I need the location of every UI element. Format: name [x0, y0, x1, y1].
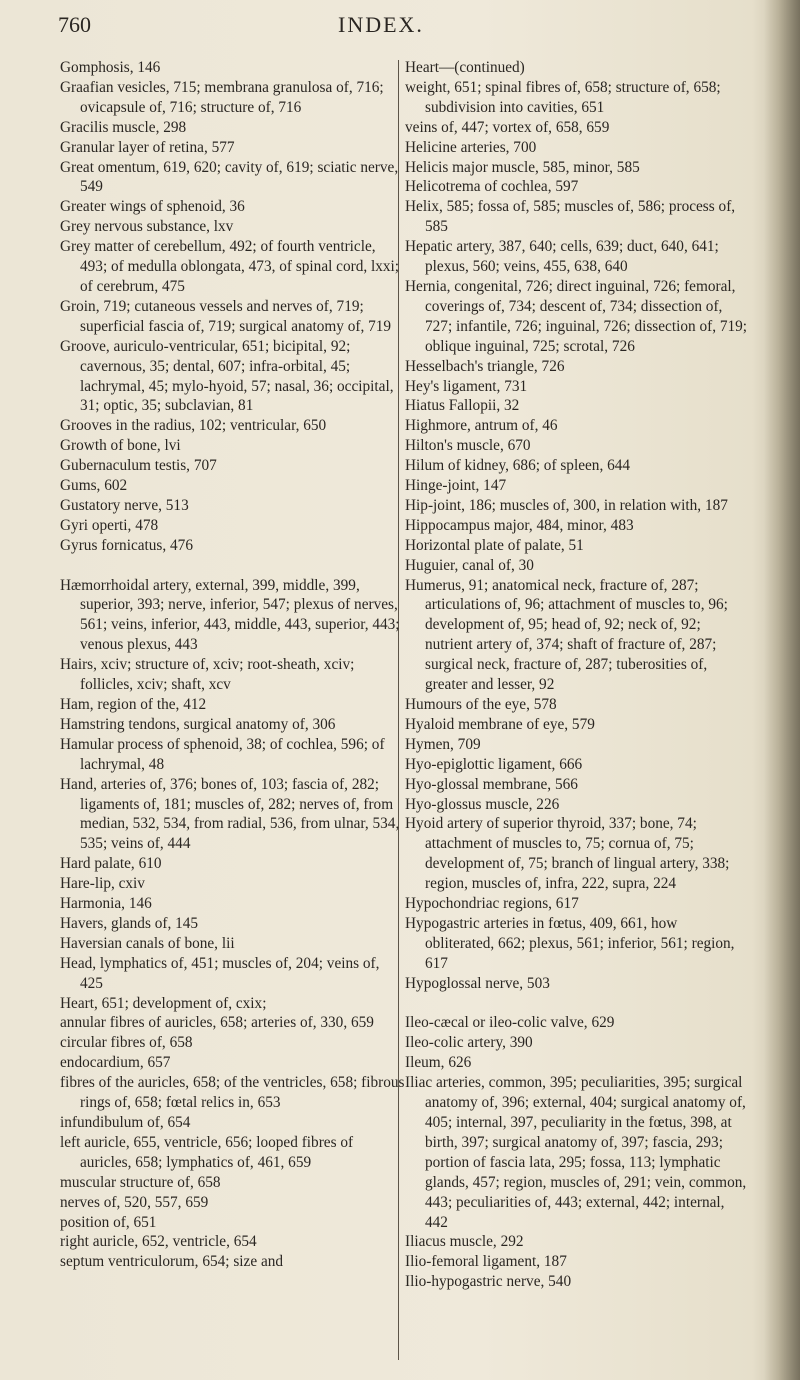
index-entry: Hare-lip, cxiv [60, 875, 145, 893]
index-subentry: endocardium, 657 [60, 1054, 171, 1072]
index-entry: Hyoid artery of superior thyroid, 337; bone, 74; attachment of muscles to, 75; cornua of, 75; development of, 75; branch of lingual artery, 338; region, muscles of, infra, 222, supra, 224 [405, 815, 730, 893]
index-entry: Gyri operti, 478 [60, 516, 159, 534]
index-entry: Helicis major muscle, 585, minor, 585 [405, 158, 640, 176]
index-subentry: weight, 651; spinal fibres of, 658; structure of, 658; subdivision into cavities, 651 [405, 78, 721, 116]
index-entry: Ilio-femoral ligament, 187 [405, 1253, 567, 1271]
index-entry: Greater wings of sphenoid, 36 [60, 198, 245, 216]
index-entry: Haversian canals of bone, lii [60, 934, 235, 952]
page-number: 760 [58, 12, 91, 37]
index-entry: Ileo-cæcal or ileo-colic valve, 629 [405, 1014, 615, 1032]
index-entry: Great omentum, 619, 620; cavity of, 619; sciatic nerve, 549 [60, 158, 399, 196]
index-entry: Grooves in the radius, 102; ventricular, 650 [60, 417, 327, 435]
index-entry: Hilum of kidney, 686; of spleen, 644 [405, 457, 631, 475]
index-entry: Hip-joint, 186; muscles of, 300, in relation with, 187 [405, 496, 728, 514]
index-entry: Hyo-glossus muscle, 226 [405, 795, 560, 813]
index-entry: Grey nervous substance, lxv [60, 218, 234, 236]
index-entry: Helicotrema of cochlea, 597 [405, 178, 579, 196]
index-subentry: fibres of the auricles, 658; of the ventricles, 658; fibrous rings of, 658; fœtal relics in, 653 [60, 1074, 405, 1112]
index-entry: Hesselbach's triangle, 726 [405, 357, 565, 375]
page-edge-shadow [764, 0, 800, 1380]
index-entry: Hepatic artery, 387, 640; cells, 639; duct, 640, 641; plexus, 560; veins, 455, 638, 640 [405, 238, 719, 276]
index-subentry: left auricle, 655, ventricle, 656; looped fibres of auricles, 658; lymphatics of, 461, 659 [60, 1133, 354, 1171]
index-entry: Hypochondriac regions, 617 [405, 895, 579, 913]
index-entry: Groove, auriculo-ventricular, 651; bicipital, 92; cavernous, 35; dental, 607; infra-orbital, 45; lachrymal, 45; mylo-hyoid, 57; nasal, 36; occipital, 31; optic, 35; subclavian, 81 [60, 337, 394, 415]
index-entry: Granular layer of retina, 577 [60, 138, 235, 156]
index-entry: Hairs, xciv; structure of, xciv; root-sheath, xciv; follicles, xciv; shaft, xcv [60, 656, 355, 694]
index-entry: Iliac arteries, common, 395; peculiarities, 395; surgical anatomy of, 396; external, 404; surgical anatomy of, 405; internal, 397, peculiarity in the fœtus, 398, at birth, 397; surgical anatomy of, 397; fascia, 293; portion of fascia lata, 295; fossa, 113; lymphatic glands, 457; region, muscles of, 291; vein, common, 443; peculiarities of, 443; external, 442; internal, 442 [405, 1074, 747, 1231]
index-entry: Hamstring tendons, surgical anatomy of, 306 [60, 715, 336, 733]
index-entry: Head, lymphatics of, 451; muscles of, 204; veins of, 425 [60, 954, 380, 992]
section-gap [405, 994, 750, 1014]
index-entry: Groin, 719; cutaneous vessels and nerves of, 719; superficial fascia of, 719; surgical anatomy of, 719 [60, 297, 392, 335]
index-entry: Growth of bone, lvi [60, 437, 181, 455]
index-column-right [405, 58, 750, 1292]
index-entry: Huguier, canal of, 30 [405, 556, 534, 574]
index-entry: Graafian vesicles, 715; membrana granulosa of, 716; ovicapsule of, 716; structure of, 716 [60, 78, 384, 116]
index-entry: Gomphosis, 146 [60, 59, 161, 76]
index-column-left [60, 58, 405, 1272]
index-entry: Hiatus Fallopii, 32 [405, 397, 520, 415]
index-entry: Horizontal plate of palate, 51 [405, 536, 584, 554]
index-subentry: annular fibres of auricles, 658; arteries of, 330, 659 [60, 1014, 374, 1032]
index-entry: Harmonia, 146 [60, 895, 152, 913]
index-subentry: right auricle, 652, ventricle, 654 [60, 1233, 257, 1251]
index-entry: Gustatory nerve, 513 [60, 496, 189, 514]
index-entry: Humerus, 91; anatomical neck, fracture of, 287; articulations of, 96; attachment of muscles to, 96; development of, 95; head of, 92; neck of, 92; nutrient artery of, 374; shaft of fracture of, 287; surgical neck, fracture of, 287; tuberosities of, greater and lesser, 92 [405, 576, 728, 694]
index-subentry: position of, 651 [60, 1213, 157, 1231]
index-entry: Ilio-hypogastric nerve, 540 [405, 1273, 572, 1291]
index-entry: Ileo-colic artery, 390 [405, 1034, 533, 1052]
index-entry: Helix, 585; fossa of, 585; muscles of, 586; process of, 585 [405, 198, 736, 236]
index-entry: Hyaloid membrane of eye, 579 [405, 715, 595, 733]
index-entry: Ham, region of the, 412 [60, 695, 207, 713]
index-entry: Helicine arteries, 700 [405, 138, 537, 156]
index-entry: Hippocampus major, 484, minor, 483 [405, 516, 634, 534]
index-entry: Hyo-epiglottic ligament, 666 [405, 755, 583, 773]
index-subentry: septum ventriculorum, 654; size and [60, 1253, 284, 1271]
index-entry: Heart—(continued) [405, 59, 525, 76]
index-entry: Hard palate, 610 [60, 855, 162, 873]
index-entry: Humours of the eye, 578 [405, 696, 557, 713]
index-subentry: muscular structure of, 658 [60, 1173, 221, 1191]
index-entry: Ileum, 626 [405, 1054, 472, 1072]
index-entry: Heart, 651; development of, cxix; [60, 994, 267, 1012]
index-entry: Gubernaculum testis, 707 [60, 457, 217, 475]
page-header [58, 12, 758, 46]
index-entry: Gyrus fornicatus, 476 [60, 536, 193, 554]
index-subentry: circular fibres of, 658 [60, 1034, 193, 1052]
index-subentry: veins of, 447; vortex of, 658, 659 [405, 118, 610, 136]
index-subentry: infundibulum of, 654 [60, 1114, 191, 1132]
index-entry: Hey's ligament, 731 [405, 377, 528, 395]
index-entry: Hernia, congenital, 726; direct inguinal, 726; femoral, coverings of, 734; descent of, 734; dissection of, 727; infantile, 726; inguinal, 726; dissection of, 719; oblique inguinal, 725; scrotal, 726 [405, 277, 748, 355]
index-entry: Hand, arteries of, 376; bones of, 103; fascia of, 282; ligaments of, 181; muscles of, 282; nerves of, from median, 532, 534, from radial, 536, from ulnar, 534, 535; veins of, 444 [60, 775, 400, 853]
index-entry: Highmore, antrum of, 46 [405, 417, 558, 435]
index-entry: Hilton's muscle, 670 [405, 437, 531, 455]
index-entry: Havers, glands of, 145 [60, 914, 199, 932]
index-entry: Iliacus muscle, 292 [405, 1233, 524, 1251]
index-entry: Grey matter of cerebellum, 492; of fourth ventricle, 493; of medulla oblongata, 473, of spinal cord, lxxi; of cerebrum, 475 [60, 238, 400, 295]
section-gap [60, 556, 405, 576]
index-subentry: nerves of, 520, 557, 659 [60, 1193, 209, 1211]
index-entry: Hypogastric arteries in fœtus, 409, 661, how obliterated, 662; plexus, 561; inferior, 561; region, 617 [405, 914, 735, 972]
index-entry: Hyo-glossal membrane, 566 [405, 775, 578, 793]
index-entry: Gracilis muscle, 298 [60, 118, 187, 136]
running-title: INDEX. [338, 12, 424, 37]
index-entry: Hæmorrhoidal artery, external, 399, middle, 399, superior, 393; nerve, inferior, 547; plexus of nerves, 561; veins, inferior, 443, middle, 443, superior, 443; venous plexus, 443 [60, 576, 400, 654]
index-entry: Hinge-joint, 147 [405, 477, 507, 495]
index-entry: Hymen, 709 [405, 735, 481, 753]
index-entry: Gums, 602 [60, 477, 128, 495]
index-entry: Hamular process of sphenoid, 38; of cochlea, 596; of lachrymal, 48 [60, 735, 385, 773]
index-entry: Hypoglossal nerve, 503 [405, 974, 550, 992]
